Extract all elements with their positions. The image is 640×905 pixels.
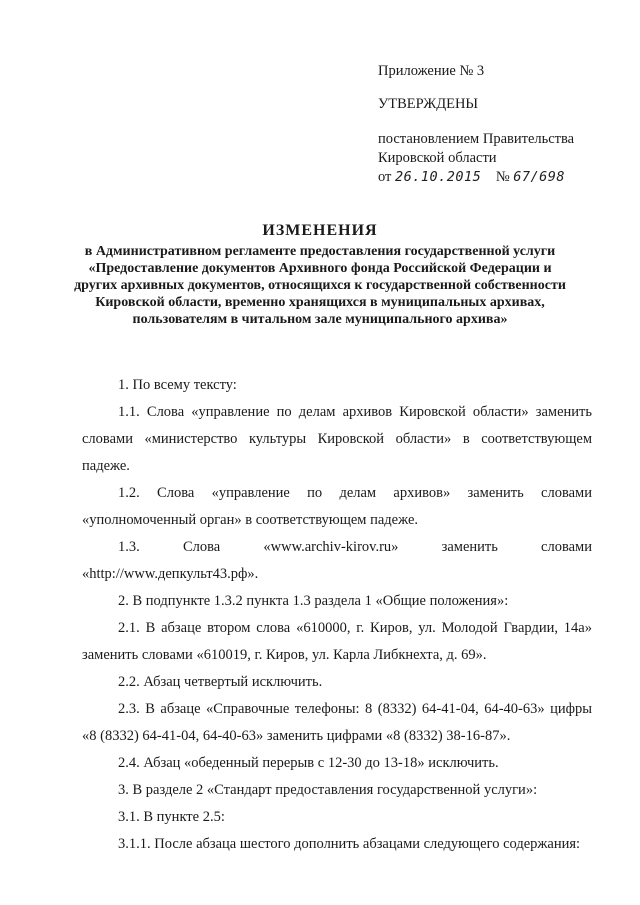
paragraph-3: 3. В разделе 2 «Стандарт предоставления государственной услуги»: — [118, 782, 538, 798]
paragraph-2-1: 2.1. В абзаце втором слова «610000, г. Киров, ул. Молодой Гвардии, 14а» заменить словами «610019, г. Киров, ул. Карла Либкнехта, д. 69». — [82, 620, 592, 663]
approved-label: УТВЕРЖДЕНЫ — [378, 96, 479, 112]
paragraph-1-1: 1.1. Слова «управление по делам архивов Кировской области» заменить словами «министерство культуры Кировской области» в соответствующем падеже. — [82, 404, 592, 474]
number-value: 67/698 — [513, 169, 566, 185]
number-prefix: № — [495, 169, 510, 185]
paragraph-1-3: 1.3. Слова «www.archiv-kirov.ru» заменить словами «http://www.депкульт43.рф». — [82, 539, 592, 582]
document-title: ИЗМЕНЕНИЯ — [262, 222, 378, 239]
paragraph-3-1: 3.1. В пункте 2.5: — [118, 809, 225, 825]
document-subtitle: в Административном регламенте предоставления государственной услуги «Предоставление документов Архивного фонда Российской Федерации и других архивных документов, относящихся к государственной собственности Кировской области, временно хранящихся в муниципальных архивах, пользователям в читальном зале муниципального архива» — [74, 244, 566, 327]
paragraph-2-3: 2.3. В абзаце «Справочные телефоны: 8 (8332) 64-41-04, 64-40-63» цифры «8 (8332) 64-41-04, 64-40-63» заменить цифрами «8 (8332) 38-16-87». — [82, 701, 592, 744]
approval-block — [378, 62, 618, 187]
date-prefix: от — [378, 169, 392, 185]
decree-line-2: Кировской области — [378, 150, 497, 166]
paragraph-2-4: 2.4. Абзац «обеденный перерыв с 12-30 до 13-18» исключить. — [118, 755, 499, 771]
appendix-label: Приложение № 3 — [378, 63, 485, 79]
paragraph-2-2: 2.2. Абзац четвертый исключить. — [118, 674, 323, 690]
decree-line-1: постановлением Правительства — [378, 131, 575, 147]
paragraph-2: 2. В подпункте 1.3.2 пункта 1.3 раздела 1 «Общие положения»: — [118, 593, 509, 609]
paragraph-3-1-1: 3.1.1. После абзаца шестого дополнить абзацами следующего содержания: — [118, 836, 581, 852]
paragraph-1-2: 1.2. Слова «управление по делам архивов» заменить словами «уполномоченный орган» в соответствующем падеже. — [82, 485, 592, 528]
paragraph-1: 1. По всему тексту: — [118, 377, 237, 393]
document-body — [82, 372, 592, 858]
date-value: 26.10.2015 — [395, 169, 482, 185]
decree-date-number — [378, 168, 618, 187]
